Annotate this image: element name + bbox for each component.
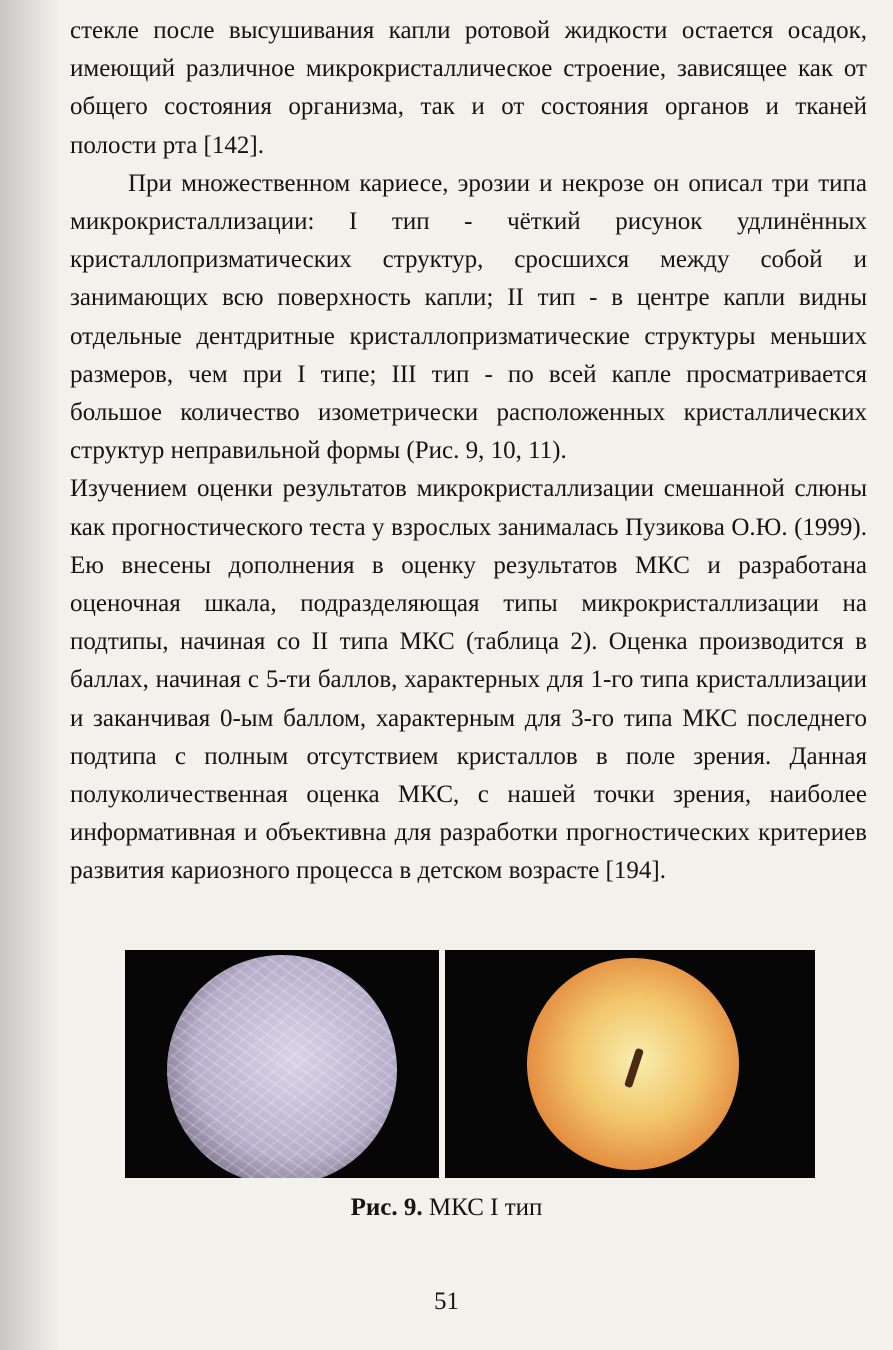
figure-caption-label: Рис. 9.: [350, 1194, 423, 1221]
figure-9: [125, 950, 815, 1178]
page-number: 51: [434, 1288, 459, 1315]
crystal-droplet-image: [167, 955, 397, 1178]
page-edge-shadow: [0, 0, 60, 1350]
figure-caption-text: МКС I тип: [422, 1194, 543, 1221]
body-text: [70, 12, 867, 891]
paragraph-3: Изучением оценки результатов микрокристаллизации смешанной слюны как прогностического теста у взрослых занималась Пузикова О.Ю. (1999). Ею внесены дополнения в оценку результатов МКС и разработана оценочная шкала, подразделяющая типы микрокристаллизации на подтипы, начиная со II типа МКС (таблица 2). Оценка производится в баллах, начиная с 5-ти баллов, характерных для 1-го типа кристаллизации и заканчивая 0-ым баллом, характерным для 3-го типа МКС последнего подтипа с полным отсутствием кристаллов в поле зрения. Данная полуколичественная оценка МКС, с нашей точки зрения, наиболее информативная и объективна для разработки прогностических критериев развития кариозного процесса в детском возрасте [194].: [70, 475, 867, 885]
paragraph-2: При множественном кариесе, эрозии и некрозе он описал три типа микрокристаллизации: I тип - чёткий рисунок удлинённых кристаллопризматических структур, сросшихся между собой и занимающих всю поверхность капли; II тип - в центре капли видны отдельные дентдритные кристаллопризматические структуры меньших размеров, чем при I типе; III тип - по всей капле просматривается большое количество изометрически расположенных кристаллических структур неправильной формы (Рис. 9, 10, 11).: [70, 169, 867, 465]
paragraph-1: стекле после высушивания капли ротовой жидкости остается осадок, имеющий различное микрокристаллическое строение, зависящее как от общего состояния организма, так и от состояния органов и тканей полости рта [142].: [70, 17, 867, 159]
micrograph-type-1-left: [125, 950, 439, 1178]
micrograph-type-1-right: [445, 950, 815, 1178]
figure-caption: [0, 1194, 893, 1222]
